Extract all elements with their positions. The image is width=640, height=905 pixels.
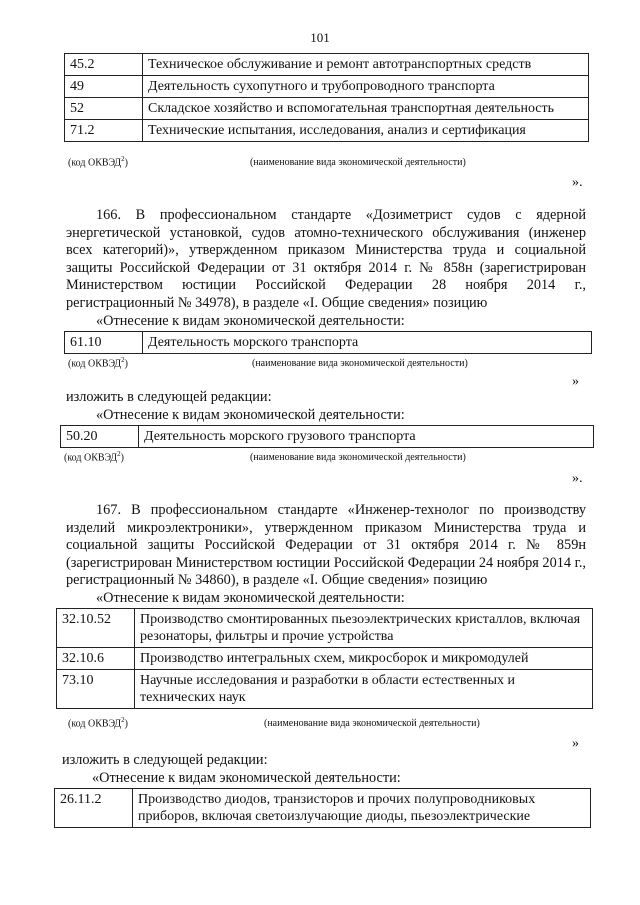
activity-caption: (наименование вида экономической деятельности)	[250, 157, 466, 168]
activity-name: Производство интегральных схем, микросборок и микромодулей	[135, 648, 593, 670]
table-row	[61, 426, 594, 448]
table-row	[57, 670, 593, 709]
activity-name: Деятельность морского транспорта	[143, 332, 592, 354]
okved-code: 32.10.6	[57, 648, 135, 670]
otnesenie-heading: «Отнесение к видам экономической деятельности:	[96, 407, 405, 423]
paragraph-167: 167. В профессиональном стандарте «Инженер-технолог по производству изделий микроэлектроники», утвержденном приказом Министерства труда и социальной защиты Российской Федерации от 31 октября 2014 г. № 859н (зарегистрирован Министерством юстиции Российской Федерации 24 ноября 2014 г., регистрационный № 34860), в разделе «I. Общие сведения» позицию	[66, 502, 586, 588]
closing-quote: ».	[572, 471, 583, 486]
activity-caption: (наименование вида экономической деятельности)	[250, 452, 466, 463]
activity-name: Научные исследования и разработки в области естественных и технических наук	[135, 670, 593, 709]
otnesenie-heading: «Отнесение к видам экономической деятельности:	[96, 313, 405, 329]
okved-code: 49	[65, 76, 143, 98]
okved-table-2	[64, 331, 592, 354]
activity-name: Технические испытания, исследования, анализ и сертификация	[143, 120, 589, 142]
okved-caption: (код ОКВЭД$^2$)	[64, 450, 124, 464]
table-row	[65, 98, 589, 120]
table-row	[65, 76, 589, 98]
okved-code: 73.10	[57, 670, 135, 709]
table-row	[57, 648, 593, 670]
paragraph-166: 166. В профессиональном стандарте «Дозиметрист судов с ядерной энергетической установкой, судов атомно-технического обслуживания (инженер всех категорий)», утвержденном приказом Министерства труда и социальной защиты Российской Федерации от 31 октября 2014 г. № 858н (зарегистрирован Министерством юстиции Российской Федерации 28 ноября 2014 г., регистрационный № 34978), в разделе «I. Общие сведения» позицию	[66, 207, 586, 311]
table-row	[55, 789, 591, 828]
table-row	[65, 332, 592, 354]
okved-caption: (код ОКВЭД$^2$)	[68, 716, 128, 730]
closing-quote: »	[572, 736, 579, 751]
page-number: 101	[310, 30, 330, 45]
okved-code: 45.2	[65, 54, 143, 76]
okved-table-1	[64, 53, 589, 142]
okved-code: 61.10	[65, 332, 143, 354]
izlozhit-text: изложить в следующей редакции:	[62, 752, 268, 768]
closing-quote: »	[572, 374, 579, 389]
okved-table-5	[54, 788, 591, 828]
okved-code: 50.20	[61, 426, 139, 448]
okved-table-3	[60, 425, 594, 448]
otnesenie-heading: «Отнесение к видам экономической деятельности:	[92, 770, 401, 786]
okved-code: 32.10.52	[57, 609, 135, 648]
activity-name: Деятельность сухопутного и трубопроводного транспорта	[143, 76, 589, 98]
okved-code: 52	[65, 98, 143, 120]
okved-code: 71.2	[65, 120, 143, 142]
activity-name: Производство смонтированных пьезоэлектрических кристаллов, включая резонаторы, фильтры и прочие устройства	[135, 609, 593, 648]
otnesenie-heading: «Отнесение к видам экономической деятельности:	[96, 590, 405, 606]
okved-code: 26.11.2	[55, 789, 133, 828]
activity-name: Складское хозяйство и вспомогательная транспортная деятельность	[143, 98, 589, 120]
table-row	[65, 54, 589, 76]
table-row	[57, 609, 593, 648]
activity-name: Производство диодов, транзисторов и прочих полупроводниковых приборов, включая светоизлучающие диоды, пьезоэлектрические	[133, 789, 591, 828]
closing-quote: ».	[572, 175, 583, 190]
activity-caption: (наименование вида экономической деятельности)	[252, 358, 468, 369]
okved-table-4	[56, 608, 593, 709]
table-row	[65, 120, 589, 142]
activity-caption: (наименование вида экономической деятельности)	[264, 718, 480, 729]
activity-name: Деятельность морского грузового транспорта	[139, 426, 594, 448]
izlozhit-text: изложить в следующей редакции:	[66, 389, 272, 405]
activity-name: Техническое обслуживание и ремонт автотранспортных средств	[143, 54, 589, 76]
okved-caption: (код ОКВЭД$^2$)	[68, 155, 128, 169]
okved-caption: (код ОКВЭД$^2$)	[68, 356, 128, 370]
